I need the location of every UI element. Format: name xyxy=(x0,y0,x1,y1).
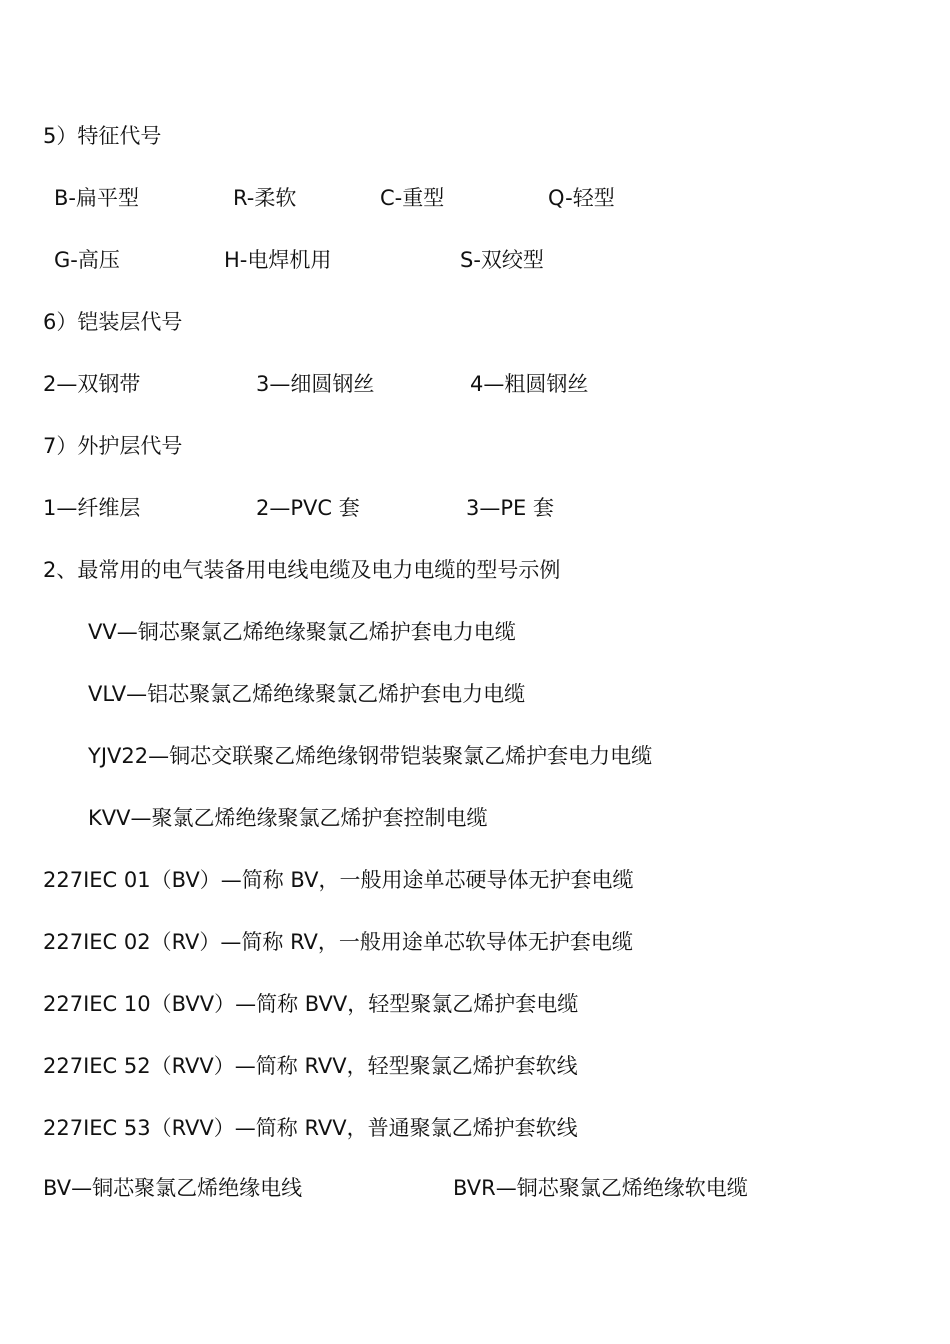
section6-heading: 6）铠装层代号 xyxy=(43,310,183,334)
example-bv: BV—铜芯聚氯乙烯绝缘电线 xyxy=(43,1176,303,1200)
code-g: G-高压 xyxy=(54,248,120,272)
armor-2: 2—双钢带 xyxy=(43,372,141,396)
code-q: Q-轻型 xyxy=(548,186,615,210)
section7-heading: 7）外护层代号 xyxy=(43,434,183,458)
section5-heading: 5）特征代号 xyxy=(43,124,162,148)
example-vv: VV—铜芯聚氯乙烯绝缘聚氯乙烯护套电力电缆 xyxy=(88,620,516,644)
sheath-1: 1—纤维层 xyxy=(43,496,141,520)
examples-heading: 2、最常用的电气装备用电线电缆及电力电缆的型号示例 xyxy=(43,558,561,582)
iec-52: 227IEC 52（RVV）—简称 RVV，轻型聚氯乙烯护套软线 xyxy=(43,1054,578,1078)
iec-53: 227IEC 53（RVV）—简称 RVV，普通聚氯乙烯护套软线 xyxy=(43,1116,578,1140)
code-h: H-电焊机用 xyxy=(224,248,332,272)
code-c: C-重型 xyxy=(380,186,445,210)
code-r: R-柔软 xyxy=(233,186,297,210)
sheath-2: 2—PVC 套 xyxy=(256,496,360,520)
armor-3: 3—细圆钢丝 xyxy=(256,372,375,396)
iec-01: 227IEC 01（BV）—简称 BV，一般用途单芯硬导体无护套电缆 xyxy=(43,868,634,892)
example-kvv: KVV—聚氯乙烯绝缘聚氯乙烯护套控制电缆 xyxy=(88,806,488,830)
example-yjv22: YJV22—铜芯交联聚乙烯绝缘钢带铠装聚氯乙烯护套电力电缆 xyxy=(88,744,653,768)
code-s: S-双绞型 xyxy=(460,248,544,272)
iec-10: 227IEC 10（BVV）—简称 BVV，轻型聚氯乙烯护套电缆 xyxy=(43,992,579,1016)
sheath-3: 3—PE 套 xyxy=(466,496,554,520)
armor-4: 4—粗圆钢丝 xyxy=(470,372,589,396)
example-vlv: VLV—铝芯聚氯乙烯绝缘聚氯乙烯护套电力电缆 xyxy=(88,682,526,706)
example-bvr: BVR—铜芯聚氯乙烯绝缘软电缆 xyxy=(453,1176,748,1200)
iec-02: 227IEC 02（RV）—简称 RV，一般用途单芯软导体无护套电缆 xyxy=(43,930,633,954)
code-b: B-扁平型 xyxy=(54,186,139,210)
